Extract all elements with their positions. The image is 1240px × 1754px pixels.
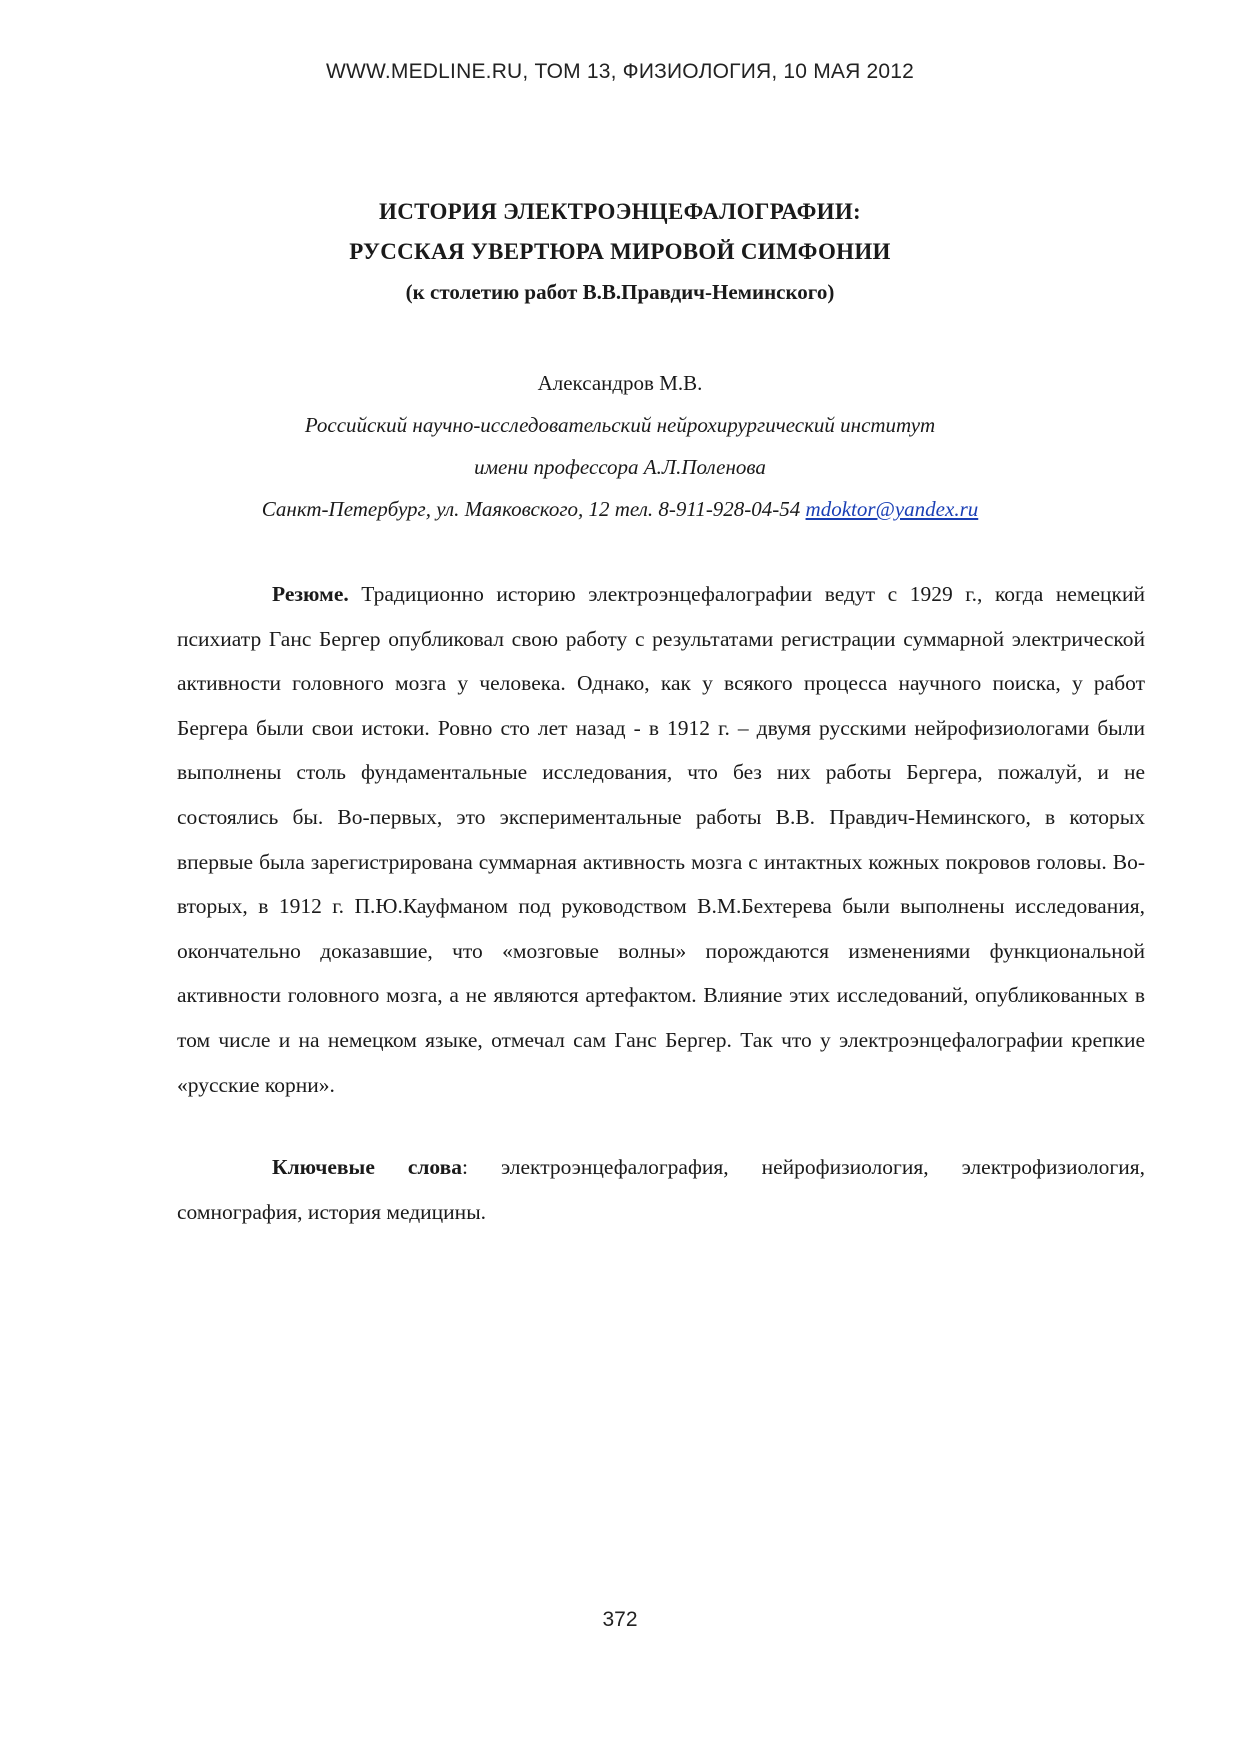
- article-subtitle: (к столетию работ В.В.Правдич-Неминского): [405, 280, 835, 304]
- affiliation-line-1: Российский научно-исследовательский нейрохирургический институт: [304, 413, 936, 437]
- email-link[interactable]: mdoktor@yandex.ru: [805, 497, 979, 521]
- article-title-block: [0, 192, 1240, 312]
- author-block: [0, 362, 1240, 530]
- address-text: Санкт-Петербург, ул. Маяковского, 12 тел. 8-911-928-04-54: [261, 497, 806, 521]
- article-title-line-2: РУССКАЯ УВЕРТЮРА МИРОВОЙ СИМФОНИИ: [349, 239, 891, 264]
- abstract-text: Традиционно историю электроэнцефалографии ведут с 1929 г., когда немецкий психиатр Ганс Бергер опубликовал свою работу с результатами регистрации суммарной электрической активности головного мозга у человека. Однако, как у всякого процесса научного поиска, у работ Бергера были свои истоки. Ровно сто лет назад - в 1912 г. – двумя русскими нейрофизиологами были выполнены столь фундаментальные исследования, что без них работы Бергера, пожалуй, и не состоялись бы. Во-первых, это экспериментальные работы В.В. Правдич-Неминского, в которых впервые была зарегистрирована суммарная активность мозга с интактных кожных покровов головы. Во-вторых, в 1912 г. П.Ю.Кауфманом под руководством В.М.Бехтерева были выполнены исследования, окончательно доказавшие, что «мозговые волны» порождаются изменениями функциональной активности головного мозга, а не являются артефактом. Влияние этих исследований, опубликованных в том числе и на немецком языке, отмечал сам Ганс Бергер. Так что у электроэнцефалографии крепкие «русские корни».: [177, 582, 1145, 1097]
- keywords-label: Ключевые слова: [272, 1155, 463, 1179]
- article-title-line-1: ИСТОРИЯ ЭЛЕКТРОЭНЦЕФАЛОГРАФИИ:: [379, 199, 861, 224]
- abstract-paragraph: [177, 572, 1145, 1107]
- page-number: 372: [602, 1608, 638, 1631]
- contact-line: [0, 488, 1240, 530]
- affiliation-line-2: имени профессора А.Л.Поленова: [474, 455, 766, 479]
- keywords-text: : электроэнцефалография, нейрофизиология, электрофизиология, сомнография, история медицины.: [177, 1155, 1145, 1224]
- author-name: Александров М.В.: [537, 371, 703, 395]
- keywords-paragraph: [177, 1145, 1145, 1234]
- running-header: [0, 60, 1240, 84]
- running-header-text: WWW.MEDLINE.RU, ТОМ 13, ФИЗИОЛОГИЯ, 10 МАЯ 2012: [325, 60, 915, 83]
- abstract-label: Резюме.: [272, 582, 349, 606]
